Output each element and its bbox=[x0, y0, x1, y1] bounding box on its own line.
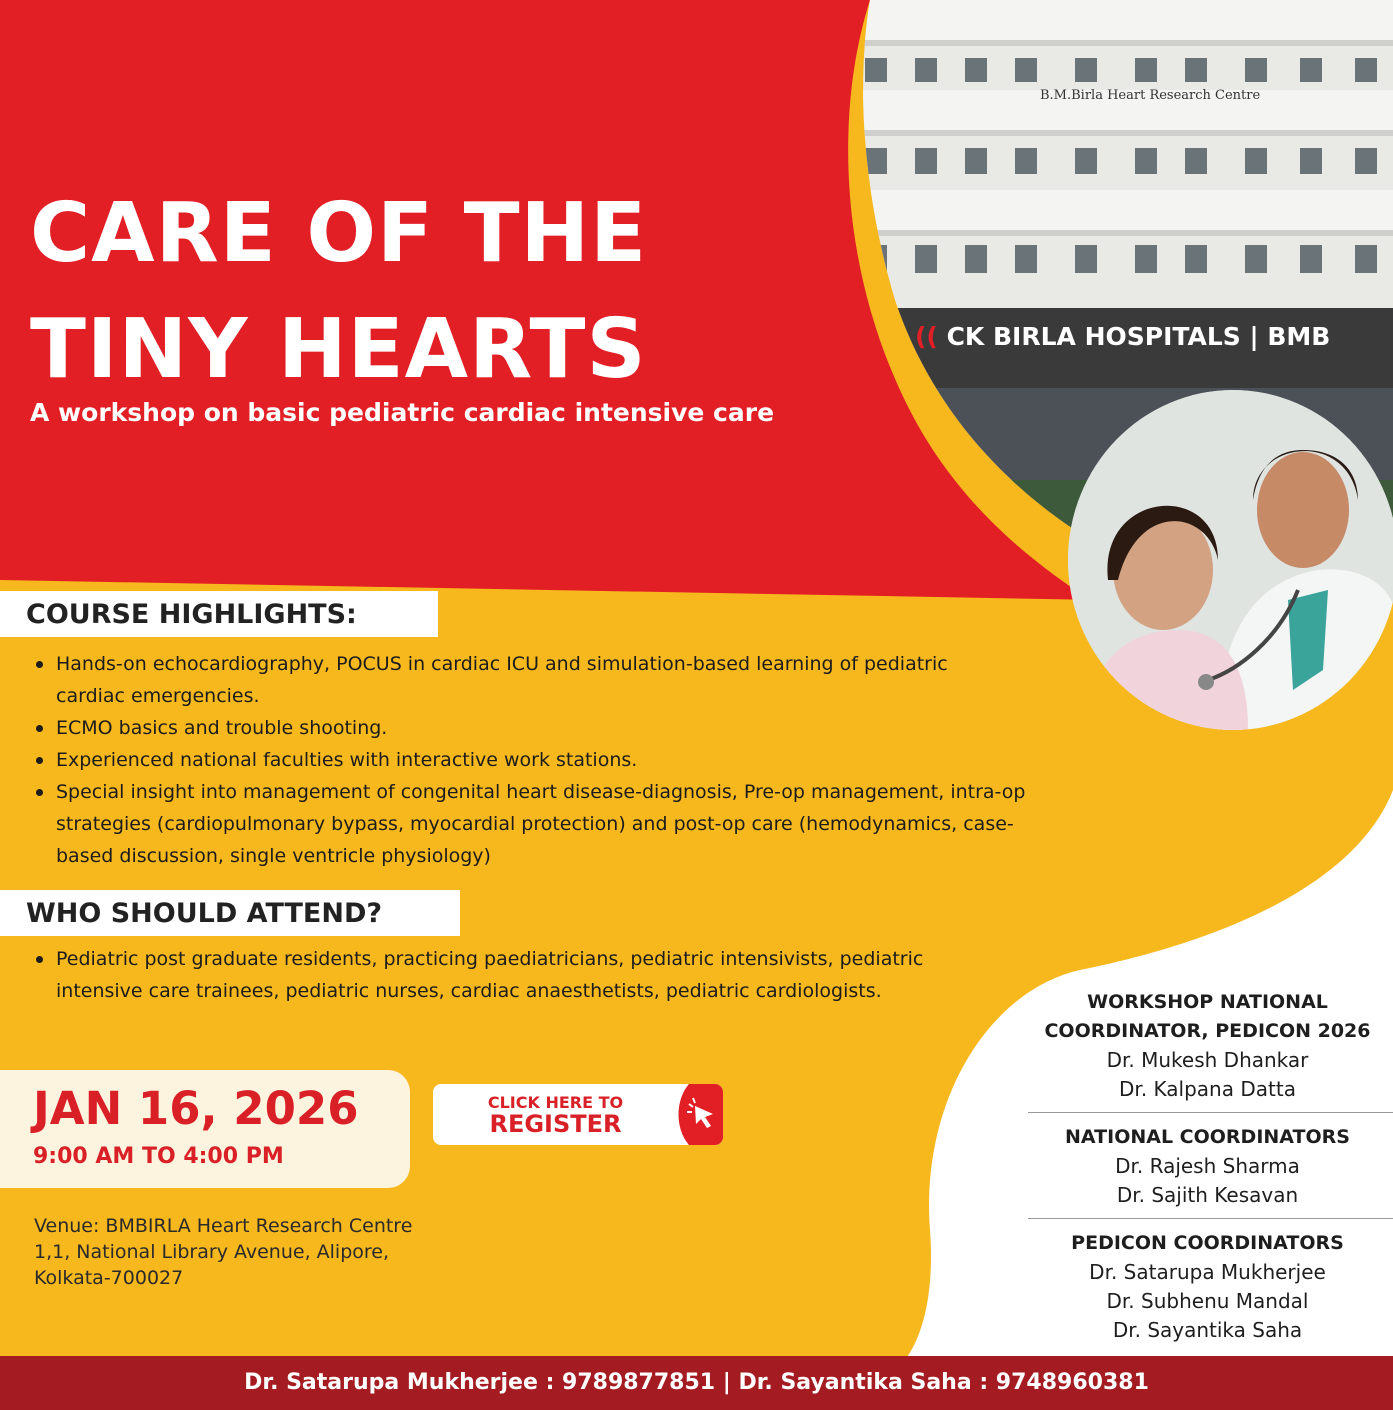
event-time: 9:00 AM TO 4:00 PM bbox=[33, 1144, 284, 1169]
sign-divider: | bbox=[1249, 322, 1259, 351]
course-highlights-list bbox=[34, 648, 1034, 872]
list-item: ECMO basics and trouble shooting. bbox=[34, 712, 1034, 744]
sign-right-text: BMB bbox=[1267, 322, 1331, 351]
sign-main-text: CK BIRLA HOSPITALS bbox=[946, 322, 1241, 351]
cursor-click-icon bbox=[675, 1084, 723, 1145]
divider bbox=[1028, 1218, 1393, 1219]
national-coordinators-heading: NATIONAL COORDINATORS bbox=[1065, 1126, 1350, 1148]
hero-subtitle: A workshop on basic pediatric cardiac intensive care bbox=[30, 398, 775, 427]
workshop-coordinator-heading-1: WORKSHOP NATIONAL bbox=[1087, 991, 1328, 1013]
course-highlights-heading: COURSE HIGHLIGHTS: bbox=[0, 591, 438, 637]
pedicon-coordinators-heading: PEDICON COORDINATORS bbox=[1071, 1232, 1344, 1254]
coordinator-name: Dr. Sayantika Saha bbox=[1112, 1318, 1303, 1342]
list-item: Pediatric post graduate residents, practicing paediatricians, pediatric intensivists, pediatric intensive care trainees, pediatric nurses, cardiac anaesthetists, pediatric cardiologists. bbox=[34, 943, 951, 1007]
sign-logo-icon: (( bbox=[915, 322, 938, 351]
hero-title-line1: CARE OF THE bbox=[30, 186, 648, 281]
coordinator-name: Dr. Kalpana Datta bbox=[1119, 1077, 1296, 1101]
register-button-line1: CLICK HERE TO bbox=[487, 1093, 624, 1112]
coordinator-name: Dr. Rajesh Sharma bbox=[1115, 1154, 1300, 1178]
venue-line3: Kolkata-700027 bbox=[34, 1267, 184, 1289]
coordinator-name: Dr. Mukesh Dhankar bbox=[1106, 1048, 1309, 1072]
coordinators-panel bbox=[1022, 988, 1393, 1345]
list-item: Experienced national faculties with interactive work stations. bbox=[34, 744, 1034, 776]
event-date: JAN 16, 2026 bbox=[33, 1082, 359, 1135]
coordinator-name: Dr. Sajith Kesavan bbox=[1116, 1183, 1299, 1207]
who-should-attend-list bbox=[34, 943, 954, 1007]
venue-line1: Venue: BMBIRLA Heart Research Centre bbox=[34, 1215, 413, 1237]
hero-title-line2: TINY HEARTS bbox=[30, 302, 647, 397]
list-item: Hands-on echocardiography, POCUS in cardiac ICU and simulation-based learning of pediatric cardiac emergencies. bbox=[34, 648, 986, 712]
who-should-attend-heading: WHO SHOULD ATTEND? bbox=[0, 890, 460, 936]
register-button[interactable] bbox=[433, 1084, 723, 1145]
coordinator-name: Dr. Subhenu Mandal bbox=[1106, 1289, 1309, 1313]
footer-contacts: Dr. Satarupa Mukherjee : 9789877851 | Dr. Sayantika Saha : 9748960381 bbox=[0, 1356, 1393, 1410]
hero-title bbox=[30, 176, 647, 408]
coordinator-name: Dr. Satarupa Mukherjee bbox=[1089, 1260, 1326, 1284]
doctor-child-photo bbox=[1068, 390, 1393, 730]
divider bbox=[1028, 1112, 1393, 1113]
venue-line2: 1,1, National Library Avenue, Alipore, bbox=[34, 1241, 390, 1263]
workshop-coordinator-heading-2: COORDINATOR, PEDICON 2026 bbox=[1044, 1020, 1371, 1042]
hospital-sign bbox=[915, 322, 1330, 351]
register-button-line2: REGISTER bbox=[489, 1110, 622, 1138]
venue-info bbox=[34, 1213, 412, 1291]
building-plaque: B.M.Birla Heart Research Centre bbox=[1040, 88, 1261, 103]
list-item: Special insight into management of congenital heart disease-diagnosis, Pre-op management, intra-op strategies (cardiopulmonary bypass, myocardial protection) and post-op care (hemodynamics, case-based discussion, single ventricle physiology) bbox=[34, 776, 1031, 872]
